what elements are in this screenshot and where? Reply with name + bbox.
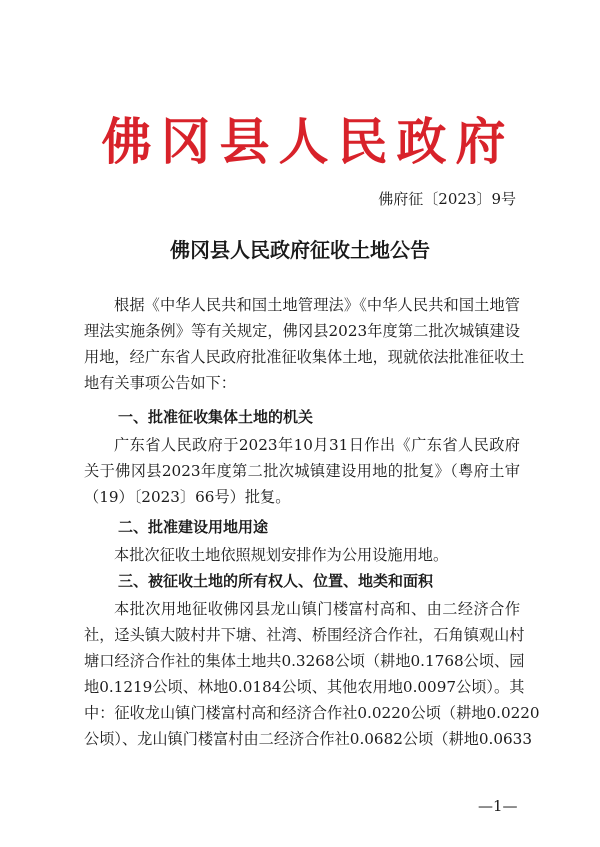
section-paragraph-approval-authority <box>84 432 520 510</box>
section-line: 塘口经济合作社的集体土地共0.3268公顷（耕地0.1768公顷、园 <box>84 652 525 670</box>
section-heading-approval-authority: 一、批准征收集体土地的机关 <box>118 408 314 426</box>
section-line: 广东省人民政府于2023年10月31日作出《广东省人民政府 <box>114 436 520 454</box>
section-paragraph-land-use <box>84 542 520 568</box>
section-line: 地0.1219公顷、林地0.0184公顷、其他农用地0.0097公顷）。其 <box>84 678 525 696</box>
section-line: 公顷）、龙山镇门楼富村由二经济合作社0.0682公顷（耕地0.0633 <box>84 730 532 748</box>
section-paragraph-ownership-location-area <box>84 596 540 752</box>
section-line: （19）〔2023〕66号）批复。 <box>84 488 291 506</box>
document-title: 佛冈县人民政府征收土地公告 <box>170 238 430 262</box>
intro-line: 用地，经广东省人民政府批准征收集体土地，现就依法批准征收土 <box>84 348 525 366</box>
intro-line: 理法实施条例》等有关规定，佛冈县2023年度第二批次城镇建设 <box>84 322 520 340</box>
section-heading-ownership-location-area: 三、被征收土地的所有权人、位置、地类和面积 <box>118 572 434 590</box>
page-number: —1— <box>478 797 518 815</box>
section-heading-land-use: 二、批准建设用地用途 <box>118 518 269 536</box>
section-line: 关于佛冈县2023年度第二批次城镇建设用地的批复》（粤府土审 <box>84 462 520 480</box>
intro-line: 根据《中华人民共和国土地管理法》《中华人民共和国土地管 <box>114 296 520 314</box>
section-line: 社，迳头镇大陂村井下塘、社湾、桥围经济合作社，石角镇观山村 <box>84 626 525 644</box>
section-line: 本批次征收土地依照规划安排作为公用设施用地。 <box>114 546 449 564</box>
intro-line: 地有关事项公告如下： <box>84 374 236 392</box>
government-header: 佛冈县人民政府 <box>101 112 515 171</box>
section-line: 本批次用地征收佛冈县龙山镇门楼富村高和、由二经济合作 <box>114 600 520 618</box>
section-line: 中：征收龙山镇门楼富村高和经济合作社0.0220公顷（耕地0.0220 <box>84 704 540 722</box>
intro-paragraph <box>84 292 525 396</box>
document-number: 佛府征〔2023〕9号 <box>378 190 516 208</box>
